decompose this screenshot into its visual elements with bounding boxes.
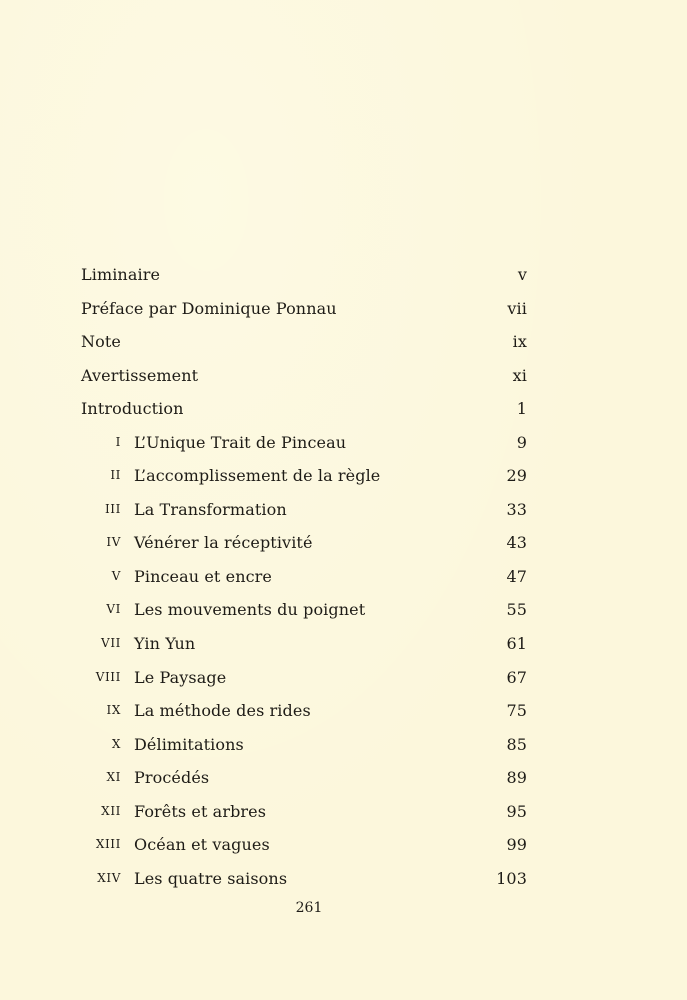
chapter-title: L’Unique Trait de Pinceau bbox=[134, 432, 347, 452]
chapter-page-number: 61 bbox=[506, 634, 527, 654]
toc-chapter-8 bbox=[81, 661, 527, 695]
chapter-number: II bbox=[110, 468, 121, 483]
chapter-title: La Transformation bbox=[134, 499, 287, 519]
chapter-number: IV bbox=[106, 535, 121, 550]
chapter-title: Les mouvements du poignet bbox=[134, 600, 366, 620]
entry-page-number: vii bbox=[507, 298, 527, 318]
chapter-page-number: 67 bbox=[506, 667, 527, 687]
toc-chapter-3 bbox=[81, 493, 527, 527]
chapter-number: X bbox=[111, 736, 121, 751]
chapter-number: XIII bbox=[95, 837, 121, 852]
toc-chapter-14 bbox=[81, 862, 527, 896]
table-of-contents bbox=[81, 258, 527, 895]
entry-title: Avertissement bbox=[81, 365, 199, 385]
chapter-title: La méthode des rides bbox=[134, 701, 311, 721]
chapter-title: Délimitations bbox=[134, 734, 244, 754]
chapter-page-number: 43 bbox=[506, 533, 527, 553]
chapter-number: XI bbox=[106, 770, 121, 785]
chapter-title: Les quatre saisons bbox=[134, 868, 288, 888]
chapter-page-number: 47 bbox=[506, 566, 527, 586]
chapter-page-number: 9 bbox=[516, 432, 527, 452]
toc-chapter-9 bbox=[81, 694, 527, 728]
entry-title: Note bbox=[81, 332, 121, 352]
chapter-number: VI bbox=[106, 602, 121, 617]
chapter-title: Le Paysage bbox=[134, 667, 227, 687]
chapter-number: V bbox=[111, 568, 121, 583]
chapter-number: IX bbox=[106, 703, 121, 718]
chapter-number: XII bbox=[101, 803, 121, 818]
chapter-number: VIII bbox=[95, 669, 121, 684]
chapter-number: III bbox=[104, 501, 121, 516]
entry-title: Introduction bbox=[81, 399, 184, 419]
chapter-page-number: 99 bbox=[506, 835, 527, 855]
chapter-page-number: 33 bbox=[506, 499, 527, 519]
chapter-title: Yin Yun bbox=[134, 634, 196, 654]
chapter-page-number: 103 bbox=[496, 868, 527, 888]
chapter-title: Procédés bbox=[134, 768, 210, 788]
toc-chapter-6 bbox=[81, 593, 527, 627]
chapter-page-number: 95 bbox=[506, 801, 527, 821]
toc-chapter-5 bbox=[81, 560, 527, 594]
entry-page-number: xi bbox=[512, 365, 527, 385]
toc-entry-liminaire bbox=[81, 258, 527, 292]
chapter-page-number: 29 bbox=[506, 466, 527, 486]
chapter-title: Vénérer la réceptivité bbox=[134, 533, 313, 553]
toc-entry-introduction bbox=[81, 392, 527, 426]
entry-page-number: v bbox=[517, 265, 527, 284]
chapter-number: XIV bbox=[97, 870, 121, 885]
chapter-page-number: 75 bbox=[506, 701, 527, 721]
toc-chapter-12 bbox=[81, 795, 527, 829]
entry-page-number: 1 bbox=[516, 399, 527, 419]
entry-page-number: ix bbox=[512, 332, 527, 352]
chapter-title: L’accomplissement de la règle bbox=[134, 466, 381, 486]
chapter-number: VII bbox=[101, 636, 121, 651]
toc-entry-note bbox=[81, 325, 527, 359]
chapter-page-number: 85 bbox=[506, 734, 527, 754]
toc-chapter-11 bbox=[81, 761, 527, 795]
chapter-title: Océan et vagues bbox=[134, 835, 270, 855]
page-number: 261 bbox=[295, 900, 323, 916]
toc-chapter-2 bbox=[81, 459, 527, 493]
chapter-page-number: 55 bbox=[506, 600, 527, 620]
toc-entry-avertissement bbox=[81, 359, 527, 393]
toc-chapter-10 bbox=[81, 728, 527, 762]
entry-title: Préface par Dominique Ponnau bbox=[81, 298, 337, 318]
toc-entry-preface bbox=[81, 292, 527, 326]
chapter-title: Pinceau et encre bbox=[134, 566, 272, 586]
entry-title: Liminaire bbox=[81, 265, 161, 284]
toc-chapter-13 bbox=[81, 828, 527, 862]
toc-chapter-4 bbox=[81, 526, 527, 560]
toc-chapter-7 bbox=[81, 627, 527, 661]
chapter-page-number: 89 bbox=[506, 768, 527, 788]
chapter-number: I bbox=[115, 434, 121, 449]
chapter-title: Forêts et arbres bbox=[134, 801, 267, 821]
toc-chapter-1 bbox=[81, 426, 527, 460]
